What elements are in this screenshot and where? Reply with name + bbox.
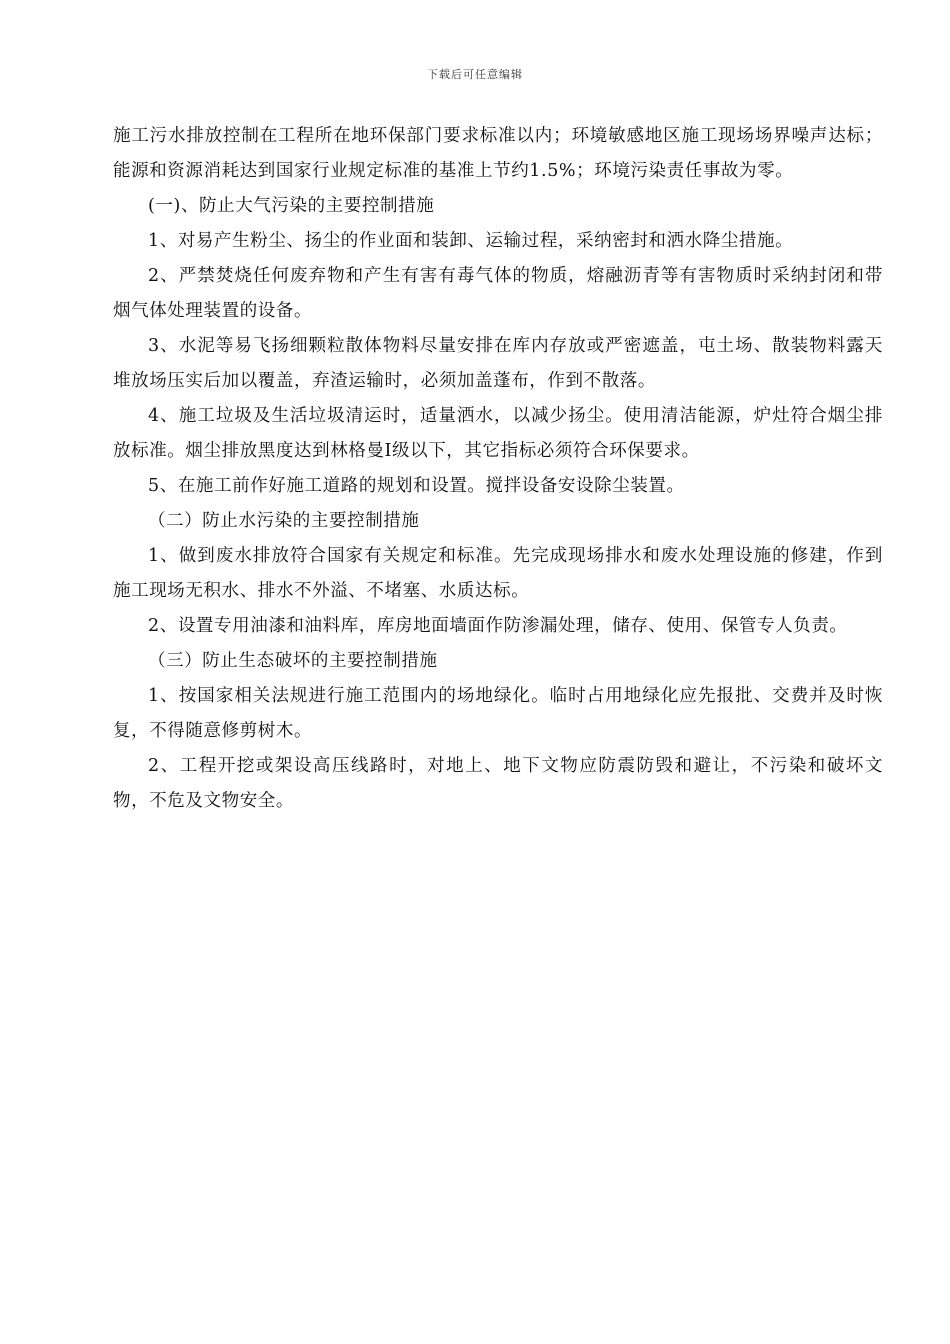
page-header-note: 下载后可任意编辑 (427, 68, 523, 81)
air-measure-5: 5、在施工前作好施工道路的规划和设置。搅拌设备安设除尘装置。 (148, 476, 685, 496)
air-measure-2: 2、严禁焚烧任何废弃物和产生有害有毒气体的物质，熔融沥青等有害物质时采纳封闭和带烟气体处理装置的设备。 (113, 266, 883, 321)
document-body (113, 119, 883, 819)
water-measure-1: 1、做到废水排放符合国家有关规定和标准。先完成现场排水和废水处理设施的修建，作到施工现场无积水、排水不外溢、不堵塞、水质达标。 (113, 546, 883, 601)
air-measure-3: 3、水泥等易飞扬细颗粒散体物料尽量安排在库内存放或严密遮盖，屯土场、散装物料露天堆放场压实后加以覆盖，弃渣运输时，必须加盖蓬布，作到不散落。 (113, 336, 883, 391)
water-measure-2: 2、设置专用油漆和油料库，库房地面墙面作防渗漏处理，储存、使用、保管专人负责。 (148, 616, 848, 636)
air-measure-4: 4、施工垃圾及生活垃圾清运时，适量洒水，以减少扬尘。使用清洁能源，炉灶符合烟尘排放标准。烟尘排放黑度达到林格曼Ⅰ级以下，其它指标必须符合环保要求。 (113, 406, 883, 461)
ecology-measure-2: 2、工程开挖或架设高压线路时，对地上、地下文物应防震防毁和避让，不污染和破坏文物，不危及文物安全。 (113, 756, 883, 811)
section-heading-water: （二）防止水污染的主要控制措施 (148, 511, 420, 531)
section-heading-air: (一)、防止大气污染的主要控制措施 (148, 196, 435, 216)
ecology-measure-1: 1、按国家相关法规进行施工范围内的场地绿化。临时占用地绿化应先报批、交费并及时恢复，不得随意修剪树木。 (113, 686, 883, 741)
air-measure-1: 1、对易产生粉尘、扬尘的作业面和装卸、运输过程，采纳密封和洒水降尘措施。 (148, 231, 794, 251)
intro-paragraph: 施工污水排放控制在工程所在地环保部门要求标准以内；环境敏感地区施工现场场界噪声达标；能源和资源消耗达到国家行业规定标准的基准上节约1.5%；环境污染责任事故为零。 (113, 126, 883, 181)
section-heading-ecology: （三）防止生态破坏的主要控制措施 (148, 651, 438, 671)
